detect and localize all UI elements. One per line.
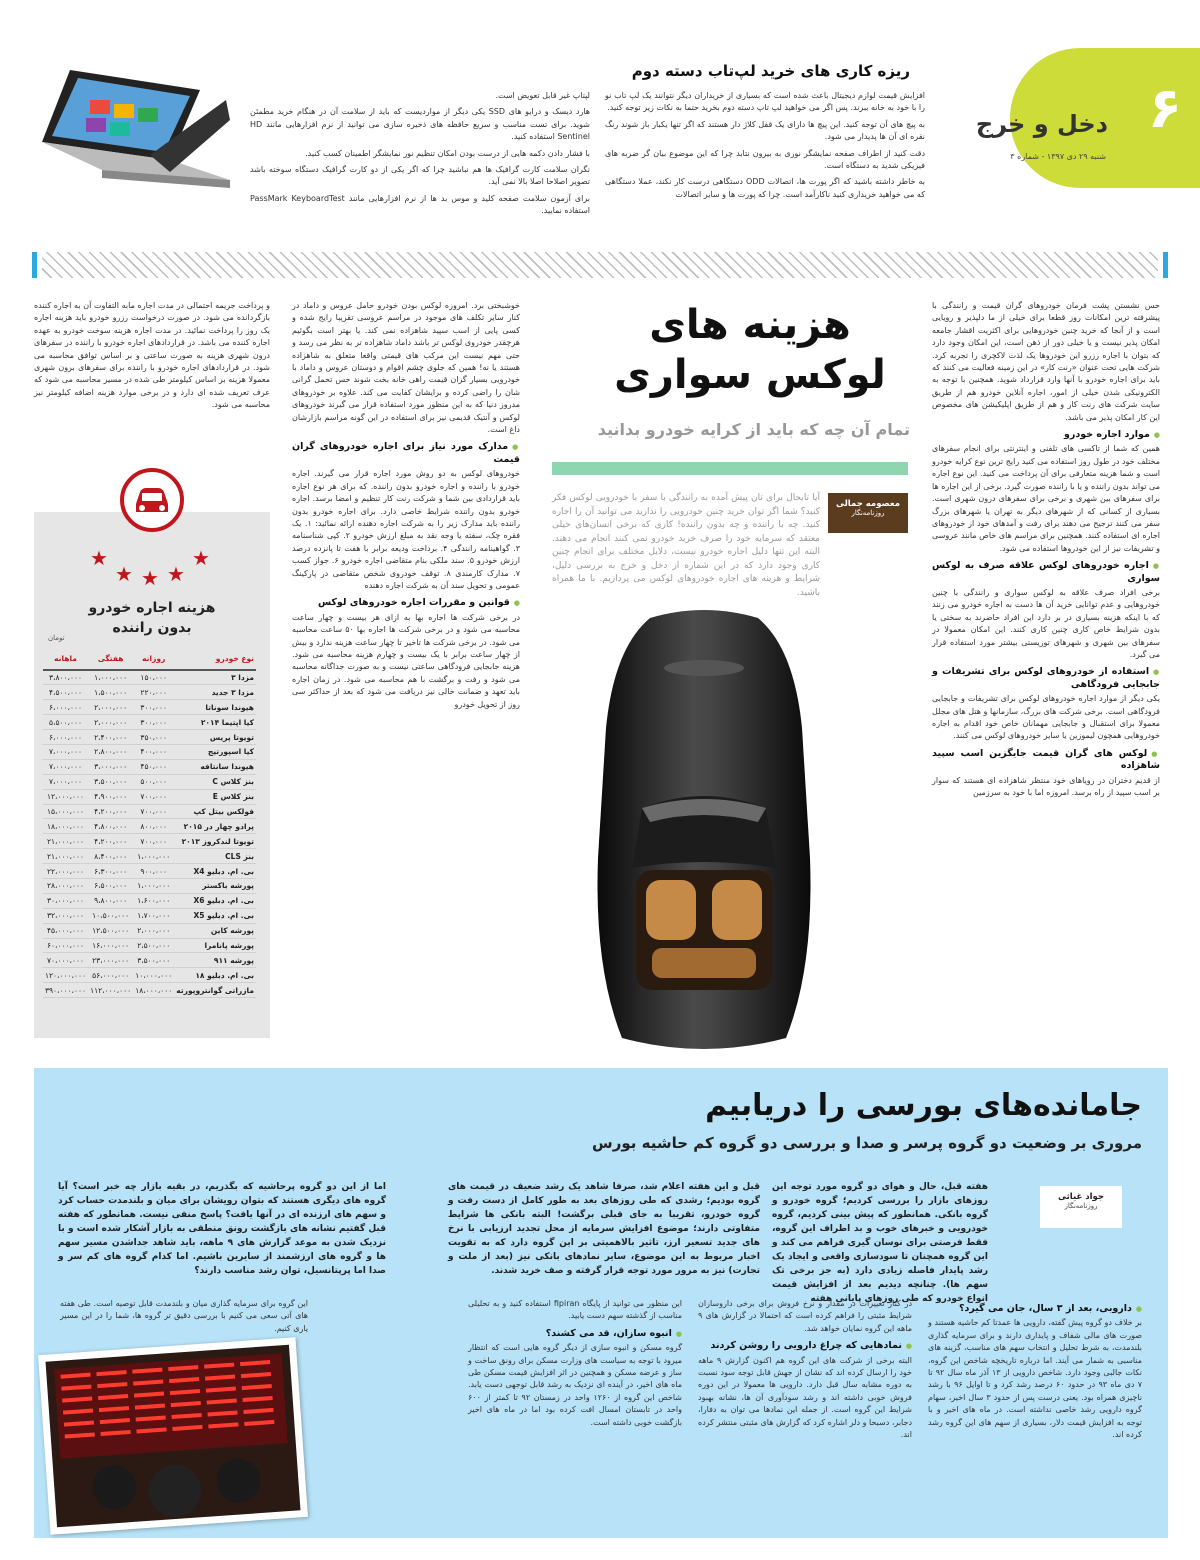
- cell-car-name: بی. ام. دبلیو X4: [174, 864, 256, 879]
- table-row: [43, 670, 256, 685]
- bourse-subtitle: مروری بر وضعیت دو گروه پرسر و صدا و بررسی دو گروه کم حاشیه بورس: [592, 1134, 1142, 1152]
- green-bar: [552, 462, 908, 475]
- star-rating: [90, 542, 214, 590]
- cell-price: ۳۲،۰۰۰،۰۰۰: [43, 908, 88, 923]
- laptop-image: [30, 60, 230, 230]
- author-box: [828, 493, 908, 533]
- cell-price: ۷۰۰،۰۰۰: [133, 834, 174, 849]
- cell-price: ۲،۴۰۰،۰۰۰: [88, 730, 133, 745]
- cell-price: ۲،۵۰۰،۰۰۰: [133, 938, 174, 953]
- cell-price: ۱۵،۰۰۰،۰۰۰: [43, 804, 88, 819]
- cell-car-name: کیا اسپورتیج: [174, 744, 256, 759]
- cell-price: ۱،۰۰۰،۰۰۰: [133, 878, 174, 893]
- paragraph: گروه مسکن و انبوه سازی از دیگر گروه هایی است که انتظار میرود با توجه به سیاست های وزارت مسکن برای رونق ساخت و ساز و عرضه مسکن و همچنین در اثر افزایش قیمت مسکن طی ماه های اخیر، در آینده ای نزدیک به رشد قابل توجهی دست یابد. شاخص این گروه از ۱۲۶۰ واحد در زمستان ۹۲ تا کمتر از ۶۰۰ واحد در تابستان امسال افت کرده بود اما در ماه های اخیر بازگشت خوبی داشته است.: [468, 1343, 683, 1427]
- laptop-title: ریزه کاری های خرید لپ‌تاب دسته دوم: [631, 62, 910, 80]
- cell-price: ۷،۰۰۰،۰۰۰: [43, 774, 88, 789]
- bourse-lead-3: اما از این دو گروه پرحاشیه که بگذریم، در بقیه بازار چه خبر است؟ آیا گروه های دیگری هستند که بتوان رویشان برای میان و بلندمدت حساب کرد و سهم های ارزنده ای در آنها یافت؟ پاسخ منفی نیست. همانطور که هفته قبل گفتیم نشانه های بازگشت رونق منطقی به بازار آشکار شده است و با نزدیک شدن به موعد گزارش های ۹ ماهه، باید شاهد جداشدن مسیر سهم ها و گروه های ارزشمند از سایرین باشیم. اما کدام گروه های کم سر و صدا اما پرپتانسیل، توان رشد مناسب دارند؟: [58, 1182, 386, 1276]
- cell-price: ۱،۰۰۰،۰۰۰: [133, 849, 174, 864]
- cell-price: ۲۱،۰۰۰،۰۰۰: [43, 849, 88, 864]
- cell-price: ۸،۴۰۰،۰۰۰: [88, 849, 133, 864]
- table-row: [43, 834, 256, 849]
- cell-car-name: پرادو چهار در ۲۰۱۵: [174, 819, 256, 834]
- feature-title-line: لوکس سواری: [614, 352, 886, 398]
- cell-car-name: کیا اپتیما ۲۰۱۴: [174, 715, 256, 730]
- paragraph: خوشبختی برد. امروزه لوکس بودن خودرو حامل عروس و داماد در کنار سایر تکلف های موجود در مراسم عروسی تقریبا رایج شده و کسی پایی از اسب سپید شاهزاده نمی کند. یا بهتر است بگوئیم هرچقدر خودروی لوکس تر باشد داماد شاهزاده تر به نظر می رسد و حتی مهم نیست این مرکب های قیمتی واقعا متعلق به شاهزاده هستند یا نه! همین که جلوی چشم اقوام و دوستان عروس و داماد با خودرویی بسیار گران قیمت راهی خانه بخت شوند حس تحمل گرانی شان را راضی کرده و برایشان کفایت می کند. علاوه بر خودروهای مدروز دنیا که به این منظور مورد استفاده قرار می گیرند خودروهای لوکس و آنتیک قدیمی نیز برای استفاده در این گونه مراسم بازارشان داغ است.: [292, 301, 520, 435]
- section-title: دخل و خرج: [975, 110, 1108, 138]
- feature-title-line: هزینه های: [649, 302, 851, 348]
- car-image: [580, 608, 828, 1056]
- subheading: ● نمادهایی که چراغ دارویی را روشن کردند: [698, 1340, 912, 1352]
- cell-price: ۳،۸۰۰،۰۰۰: [43, 670, 88, 685]
- bourse-lead-1: هفته قبل، حال و هوای دو گروه مورد توجه این روزهای بازار را بررسی کردیم؛ گروه خودرو و گروه بانکی. همانطور که پیش بینی کردیم، گروه خودرویی و خبرهای خوب و بد اطراف این گروه، فقط فرصتی برای نوسان گیری فراهم می کند و این گروه همچنان تا سودسازی واقعی و ایجاد یک رشد پایدار فاصله زیادی دارد (به جز برخی تک سهم ها). چنانچه دیدیم بعد از افزایش قیمت انواع خودرو که طی روزهای پایانی هفته: [772, 1182, 988, 1304]
- car-icon: [120, 468, 184, 532]
- feature-col-far: و پرداخت جریمه احتمالی در مدت اجاره مابه التفاوت آن به اجاره کننده بازگردانده می شود. در صورت درخواست رزرو خودرو باید هزینه اجاره یک روز را پرداخت نمائید. در مدت اجاره هزینه سوخت خودرو به عهده اجاره کننده می باشد. در قراردادهای اجاره خودرو با راننده در سفرهای درون شهری هزینه به صورت ساعتی و بر اساس توافق محاسبه می شود. در قراردادهای اجاره خودرو با راننده برای سفرهای برون شهری معمولا هزینه بر اساس کیلومتر طی شده در مسیر محاسبه می شود که عرف تعریف شده ای دارد و در برخی موارد هزینه اضافه کیلومتر نیز محاسبه می شود.: [34, 301, 270, 410]
- cell-price: ۶،۳۰۰،۰۰۰: [88, 864, 133, 879]
- table-row: [43, 804, 256, 819]
- subheading: ● موارد اجاره خودرو: [932, 429, 1160, 441]
- subheading: ● مدارک مورد نیاز برای اجاره خودروهای گران قیمت: [292, 441, 520, 466]
- cell-car-name: بنز کلاس E: [174, 789, 256, 804]
- laptop-para: افزایش قیمت لوازم دیجیتال باعث شده است که بسیاری از خریداران دیگر نتوانند یک لپ تاب نو را با خود به خانه ببرند. پس اگر می خواهید لپ تاپ دسته دوم بخرید حتما به نکات زیر توجه کنید.: [605, 91, 925, 113]
- star-icon: ★: [192, 546, 210, 570]
- rental-title-line: هزینه اجاره خودرو: [88, 600, 216, 616]
- cell-price: ۳۰۰،۰۰۰: [133, 715, 174, 730]
- cell-car-name: تویوتا لندکروز ۲۰۱۳: [174, 834, 256, 849]
- table-row: [43, 715, 256, 730]
- cell-price: ۳۵۰،۰۰۰: [133, 730, 174, 745]
- rental-table-wrap: [44, 648, 256, 998]
- table-row: [43, 849, 256, 864]
- cell-price: ۲،۸۰۰،۰۰۰: [88, 744, 133, 759]
- cell-price: ۵،۵۰۰،۰۰۰: [43, 715, 88, 730]
- laptop-col-left: [250, 90, 590, 215]
- feature-title: [600, 300, 900, 400]
- cell-price: ۵۶،۰۰۰،۰۰۰: [88, 968, 133, 983]
- table-row: [43, 864, 256, 879]
- table-row: [43, 938, 256, 953]
- bourse-lead-2: قبل و این هفته اعلام شد، صرفا شاهد یک رشد ضعیف در قیمت های گروه بودیم؛ رشدی که طی روزهای بعد به طور کامل از دست رفت و گروه خودرو، تقریبا به جای قبلی برگشت! البته بانکی ها شرایط متفاوتی دارند؛ موضوع افزایش سرمایه از محل تجدید ارزیابی با نرخ های جدید تسعیر ارز، تاثیر بالاهمیتی بر این گروه دارد که به تقویت اخبار مربوط به این موضوع، سایر نمادهای بانکی نیز (بعد از ملت و تجارت) نیز به مرور مورد توجه قرار گرفته و صف خرید شدند.: [448, 1182, 760, 1276]
- table-row: [43, 908, 256, 923]
- paragraph: یکی دیگر از موارد اجاره خودروهای لوکس برای تشریفات و جابجایی فرودگاهی است. برخی شرکت های بزرگ، سازمانها و هتل های مجلل معمولا برای استقبال و جابجایی مهمانان خاص خود اقدام به اجاره خودروهایی همچون لیموزین یا سایر خودروهای لوکس می کنند.: [932, 694, 1160, 741]
- table-row: [43, 878, 256, 893]
- rental-table-body: [43, 670, 256, 998]
- paragraph: البته برخی از شرکت های این گروه هم اکنون گزارش ۹ ماهه خود را ارسال کرده اند که نشان از جهش قابل توجه سود نسبت به دوره مشابه سال قبل دارد. دارویی ها معمولا در این دوره فروش خوبی داشته اند و رشد سودآوری آن ها، نشانه بهبود شرایط این گروه است. از جمله این نمادها می توان به دفارا، دجابر، دسبحا و دلر اشاره کرد که گزارش های مثبتی منتشر کرده اند.: [698, 1355, 912, 1440]
- table-row: [43, 953, 256, 968]
- cell-price: ۳،۵۰۰،۰۰۰: [88, 774, 133, 789]
- cell-price: ۲۸،۰۰۰،۰۰۰: [43, 878, 88, 893]
- laptop-para: به خاطر داشته باشید که اگر پورت ها، اتصالات ODD دستگاهی درست کار نکند، عملا دستگاهی که می خواهید خریداری کنید ناکارآمد است. چرا که پورت ها و سایر اتصالات: [605, 177, 925, 199]
- cell-price: ۱۰،۰۰۰،۰۰۰: [133, 968, 174, 983]
- cell-car-name: بنز CLS: [174, 849, 256, 864]
- paragraph: حس نشستن پشت فرمان خودروهای گران قیمت و رانندگی با پیشرفته ترین امکانات روز قطعا برای خیلی از ما دلپذیر و رویایی است و از آنجا که خرید چنین خودروهایی برای اکثریت اقشار جامعه امکان پذیر نیست و یا خیلی دور از ذهن است، این امکان وجود دارد که بتوان با اجاره رزرو این خودروها یک لذت لاکچری را تجربه کرد. شرکت هایی تحت عنوان «رنت کار» در این زمینه فعالیت می کنند که باید برای اجاره خودرو با آنها وارد قرارداد شوید. همچنین با توجه به الکترونیکی شدن خیلی از امور، اجاره آنلاین خودرو هم از طریق سایت شرکت های رنت کار و هم از طریق اپلیکیشن های مخصوص این کار امکان پذیر می باشد.: [932, 301, 1160, 422]
- cell-car-name: مزدا ۳: [174, 670, 256, 685]
- table-row: [43, 700, 256, 715]
- laptop-col-right: [605, 90, 925, 215]
- bourse-col-4: این گروه برای سرمایه گذاری میان و بلندمدت قابل توصیه است. طی هفته های آتی سعی می کنیم با بررسی دقیق تر گروه ها، شما را در این مسیر یاری کنیم.: [60, 1299, 308, 1333]
- header-weekly: هفتگی: [88, 648, 133, 670]
- cell-price: ۳۰،۰۰۰،۰۰۰: [43, 893, 88, 908]
- paragraph: در برخی شرکت ها اجاره بها به ازای هر بیست و چهار ساعت محاسبه می شود و در برخی شرکت ها اجاره بها ۵۰ ساعت محاسبه می شود. در برخی شرکت ها تاخیر تا چهار ساعت هزینه ندارد و بیش از چهار ساعت برابر با یک بیست و چهارم هزینه محاسبه می شود. هزینه جابجایی فرودگاهی ساعتی نیست و به صورت جداگانه محاسبه می شود و رفت و برگشت با هم محاسبه می شود. در زمان اجاره باید تعهد و ضمانت خالی نیز دریافت می شود که بعد از حداکثر سی روز از تحویل خودرو: [292, 612, 520, 709]
- cell-price: ۴،۹۰۰،۰۰۰: [88, 789, 133, 804]
- subheading: ● لوکس های گران قیمت جایگزین اسب سپید شاهزاده: [932, 748, 1160, 773]
- cell-price: ۱۵۰،۰۰۰: [133, 670, 174, 685]
- cell-car-name: فولکس بیتل کپ: [174, 804, 256, 819]
- cell-car-name: بنز کلاس C: [174, 774, 256, 789]
- cell-car-name: پورشه پانامرا: [174, 938, 256, 953]
- bourse-title: جامانده‌های بورسی را دریابیم: [705, 1088, 1142, 1123]
- table-row: [43, 759, 256, 774]
- cell-price: ۳۹۰،۰۰۰،۰۰۰: [43, 983, 88, 998]
- cell-price: ۱۰،۵۰۰،۰۰۰: [88, 908, 133, 923]
- cell-price: ۶،۰۰۰،۰۰۰: [43, 730, 88, 745]
- subheading: ● داروبی، بعد از ۳ سال، جان می گیرد؟: [928, 1303, 1142, 1315]
- bourse-col-3: [468, 1298, 682, 1526]
- divider-accent-right: [1163, 252, 1168, 278]
- header-car: نوع خودرو: [174, 648, 256, 670]
- cell-car-name: هیوندا سانتافه: [174, 759, 256, 774]
- table-header-row: [43, 648, 256, 670]
- laptop-para: با فشار دادن دکمه هایی از درست بودن امکان تنظیم نور نمایشگر اطمینان کسب کنید.: [305, 148, 590, 158]
- subheading: ● قوانین و مقررات اجاره خودروهای لوکس: [292, 597, 520, 609]
- cell-price: ۴۰۰،۰۰۰: [133, 744, 174, 759]
- laptop-para: هارد دیسک و درایو های SSD یکی دیگر از مواردیست که باید از سلامت آن در هنگام خرید مطمئن شوید. برای تست مناسب و سریع حافظه های ذخیره سازی می توانید از نرم افزارهایی مانند HD Sentinel استفاده کنید.: [250, 107, 591, 142]
- cell-price: ۴۵،۰۰۰،۰۰۰: [43, 923, 88, 938]
- table-row: [43, 789, 256, 804]
- cell-price: ۷،۰۰۰،۰۰۰: [43, 744, 88, 759]
- table-row: [43, 744, 256, 759]
- cell-price: ۴۵۰،۰۰۰: [133, 759, 174, 774]
- table-row: [43, 968, 256, 983]
- table-row: [43, 923, 256, 938]
- cell-price: ۱۸،۰۰۰،۰۰۰: [43, 819, 88, 834]
- cell-car-name: مازراتی گوانتروپورته: [174, 983, 256, 998]
- table-row: [43, 893, 256, 908]
- bourse-col-1: [928, 1298, 1142, 1526]
- table-row: [43, 730, 256, 745]
- author-name: معصومه جمالی: [836, 499, 900, 509]
- cell-price: ۲۲،۰۰۰،۰۰۰: [43, 864, 88, 879]
- star-icon: ★: [167, 562, 185, 586]
- cell-price: ۲۱،۰۰۰،۰۰۰: [43, 834, 88, 849]
- table-row: [43, 983, 256, 998]
- cell-price: ۴،۲۰۰،۰۰۰: [88, 834, 133, 849]
- cell-car-name: تویوتا پریس: [174, 730, 256, 745]
- cell-price: ۲۳،۰۰۰،۰۰۰: [88, 953, 133, 968]
- cell-price: ۸۰۰،۰۰۰: [133, 819, 174, 834]
- cell-price: ۹،۸۰۰،۰۰۰: [88, 893, 133, 908]
- cell-price: ۳۰۰،۰۰۰: [133, 700, 174, 715]
- cell-car-name: بی. ام. دبلیو ۱۸: [174, 968, 256, 983]
- cell-car-name: مزدا ۳ جدید: [174, 685, 256, 700]
- laptop-para: لپتاپ غیر قابل تعویض است.: [495, 91, 590, 100]
- cell-price: ۳،۰۰۰،۰۰۰: [88, 759, 133, 774]
- cell-price: ۹۰۰،۰۰۰: [133, 864, 174, 879]
- stock-exchange-photo: [38, 1337, 308, 1535]
- table-row: [43, 819, 256, 834]
- cell-car-name: پورشه باکستر: [174, 878, 256, 893]
- subheading: ● استفاده از خودروهای لوکس برای تشریفات و جابجایی فرودگاهی: [932, 666, 1160, 691]
- cell-price: ۲۲۰،۰۰۰: [133, 685, 174, 700]
- cell-price: ۴،۵۰۰،۰۰۰: [43, 685, 88, 700]
- author-role: روزنامه‌نگار: [1064, 1202, 1098, 1210]
- cell-car-name: پورشه کاین: [174, 923, 256, 938]
- cell-price: ۱،۶۰۰،۰۰۰: [133, 893, 174, 908]
- cell-price: ۱۲۰،۰۰۰،۰۰۰: [43, 968, 88, 983]
- cell-price: ۴،۸۰۰،۰۰۰: [88, 819, 133, 834]
- cell-price: ۶،۰۰۰،۰۰۰: [43, 700, 88, 715]
- table-row: [43, 685, 256, 700]
- cell-price: ۱۲،۵۰۰،۰۰۰: [88, 923, 133, 938]
- paragraph: خودروهای لوکس به دو روش مورد اجاره قرار می گیرند. اجاره خودرو با راننده و اجاره خودرو بدون راننده. که برای هر نوع اجاره باید قراردادی بین شما و شرکت رنت کار تنظیم و امضا برسد. اجاره خودرو بدون راننده شرایط خاصی دارد. برای اجاره خودرو بدون راننده باید مدارک زیر را به شرکت اجاره دهنده ارائه نمائید: ۱. یک فقره چک، سفته یا وجه نقد به مبلغ ارزش خودرو ۲. کپی شناسنامه ۳. گواهینامه رانندگی ۴. برداخت ودیعه برابر با هفت تا پانزده درصد ارزش خودرو ۵. سند ملکی بنام متقاضی اجاره خودرو ۶. جواز کسب ۷. مدارک کارمندی ۸. توقف خودروی شخص متقاضی در پارکینگ عمومی و تحویل سند آن به شرکت اجاره دهنده: [292, 469, 521, 590]
- section-header: [975, 48, 1200, 188]
- cell-price: ۱۸،۰۰۰،۰۰۰: [133, 983, 174, 998]
- subheading: ● اجاره خودروهای لوکس علاقه صرف به لوکس سواری: [932, 560, 1160, 585]
- paragraph: از قدیم دختران در رویاهای خود منتظر شاهزاده ای هستند که سوار بر اسب سپید از راه برسد. امروزه اما با خود به سرزمین: [932, 775, 1160, 798]
- rental-box: [34, 512, 270, 1038]
- cell-car-name: بی. ام. دبلیو X5: [174, 908, 256, 923]
- rental-title: [34, 598, 270, 638]
- page-number: ۶: [1147, 76, 1182, 141]
- paragraph: بر خلاف دو گروه پیش گفته، دارویی ها عمدتا کم حاشیه هستند و صورت های مالی شفاف و پایداری دارند و برای سرمایه گذاری بلندمدت، به شرط تحلیل و انتخاب سهم های مناسب، گزینه های مناسبی به شمار می آیند. اما درباره تاریخچه شاخص این گروه، نکات جالبی وجود دارد. شاخص دارویی از ۱۳ آذر ماه سال ۹۲ تا ۷ دی ماه ۹۳ در حدود ۶۰ درصد رشد کرد و تا اوایل ۹۶ با رشد ناچیزی همراه بود. یعنی درست پس از حدود ۳ سال اخیر، سهام گروه دارویی رشد خاصی نداشته است. در ماه های اخیر و با توجه به افزایش قیمت دلار، بسیاری از سهم های این گروه رشد کرده اند.: [928, 1318, 1143, 1440]
- cell-price: ۴،۲۰۰،۰۰۰: [88, 804, 133, 819]
- hatch-divider: [42, 252, 1158, 278]
- laptop-para: نگران سلامت کارت گرافیک ها هم نباشید چرا که اگر یکی از دو کارت گرافیک دستگاه سوخته باشد تصویر اصلاحا اصلا بالا نمی آید.: [250, 165, 590, 187]
- bourse-col-2: [698, 1298, 912, 1526]
- subheading: ● انبوه سازان، قد می کشند؟: [468, 1328, 682, 1340]
- cell-price: ۲،۰۰۰،۰۰۰: [88, 715, 133, 730]
- cell-price: ۶۰،۰۰۰،۰۰۰: [43, 938, 88, 953]
- cell-price: ۱۶،۰۰۰،۰۰۰: [88, 938, 133, 953]
- divider-accent-left: [32, 252, 37, 278]
- cell-price: ۷۰۰،۰۰۰: [133, 789, 174, 804]
- cell-price: ۷۰۰،۰۰۰: [133, 804, 174, 819]
- author-name: جواد غیاثی: [1058, 1192, 1104, 1202]
- laptop-para: دقت کنید از اطراف صفحه نمایشگر نوری به بیرون نتابد چرا که این موضوع بیان گر ضربه های فیزیکی شدید به دستگاه است.: [605, 148, 925, 171]
- cell-price: ۳،۵۰۰،۰۰۰: [133, 953, 174, 968]
- paragraph: برخی افراد صرف علاقه به لوکس سواری و رانندگی با چنین خودروهایی و عدم توانایی خرید آن ها دست به اجاره خودرو می زنند که با اینکه هزینه بسیاری در بر دارد این افراد حاضرند به سختی یا بدون شرایط خاص کاری چنین کاری کنند. این امکان معمولا در سفرهای بین شهری و شهرهای توریستی بیشتر مورد استفاده قرار می گیرد.: [932, 587, 1160, 659]
- cell-price: ۵۰۰،۰۰۰: [133, 774, 174, 789]
- star-icon: ★: [141, 566, 159, 590]
- feature-col-middle: [292, 300, 520, 1042]
- feature-col-right: [932, 300, 1160, 1042]
- star-icon: ★: [90, 546, 108, 570]
- laptop-para: برای آزمون سلامت صفحه کلید و موس بد ها از نرم افزارهایی مانند PassMark KeyboardTest استفاده نمایید.: [250, 193, 590, 216]
- cell-price: ۷۰،۰۰۰،۰۰۰: [43, 953, 88, 968]
- cell-price: ۱،۰۰۰،۰۰۰: [88, 670, 133, 685]
- star-icon: ★: [115, 562, 133, 586]
- cell-car-name: هیوندا سوناتا: [174, 700, 256, 715]
- cell-price: ۶،۵۰۰،۰۰۰: [88, 878, 133, 893]
- stock-board-image: [46, 1345, 301, 1528]
- cell-price: ۱،۵۰۰،۰۰۰: [88, 685, 133, 700]
- rental-title-line: بدون راننده: [112, 620, 192, 636]
- cell-price: ۱۱۲،۰۰۰،۰۰۰: [88, 983, 133, 998]
- paragraph: همین که شما از تاکسی های تلفنی و اینترنتی برای انجام سفرهای مختلف خود در طول روز استفاده می کنید رایج ترین نوع کرایه خودرو است و شما هزینه متعارفی برای آن پرداخت می کنید. این نوع اجاره می تواند بدون راننده و یا با راننده صورت گیرد. برخی از این اجاره ها برای سفرهای بین شهری و برخی برای سفرهای درون شهری است. بسیاری از کسانی که از شهرهای دیگر به تهران یا شهرهای بزرگ سفر می کنند ترجیح می دهند برای رفت و آمدهای خود از خودروهای اجاره ای استفاده کنند. همچنین برای مراسم های خاص مانند عروسی و تشریفات نیز از این خودروها استفاده می شود.: [932, 444, 1160, 553]
- feature-lead: آیا تابحال برای تان پیش آمده به رانندگی با سفر با خودرویی لوکس فکر کنید؟ شما اگر توان خرید چنین خودرویی را ندارید می توانید آن را اجاره کنید. چه با راننده و چه بدون راننده! کاری که برخی انسان‌های خیلی معتقد که سرمایه خود را صرف خرید خودرو نمی کنند انجام می دهند. البته این تنها دلیل اجاره خودرو نیست، دلایل مختلف برای انجام چنین کاری وجود دارد که در این شماره از دخل و خرج به بررسی دلیل، شرایط و هزینه های اجاره خودروهای لوکس می پردازیم. با ما همراه باشید.: [552, 493, 820, 598]
- cell-price: ۱،۷۰۰،۰۰۰: [133, 908, 174, 923]
- paragraph: این منظور می توانید از پایگاه fipiran استفاده کنید و به تحلیلی مناسب از گذشته سهم دست یابید.: [468, 1299, 683, 1321]
- laptop-para: به پیچ های آن توجه کنید. این پیچ ها دارای یک قفل کلاژ دار هستند که اگر تنها یکبار باز شوند رنگ نقره ای آن ها پدیدار می شود.: [605, 119, 925, 142]
- cell-price: ۲،۰۰۰،۰۰۰: [133, 923, 174, 938]
- cell-car-name: بی. ام. دبلیو X6: [174, 893, 256, 908]
- issue-date: شنبه ۲۹ دی ۱۳۹۷ - شماره ۳: [1010, 152, 1106, 161]
- rental-unit: تومان: [48, 634, 65, 642]
- bourse-author-box: [1040, 1186, 1122, 1228]
- cell-car-name: پورشه ۹۱۱: [174, 953, 256, 968]
- table-row: [43, 774, 256, 789]
- cell-price: ۱۲،۰۰۰،۰۰۰: [43, 789, 88, 804]
- feature-subtitle: تمام آن چه که باید از کرایه خودرو بدانید: [597, 420, 910, 439]
- rental-table: [43, 648, 256, 998]
- cell-price: ۲،۰۰۰،۰۰۰: [88, 700, 133, 715]
- header-daily: روزانه: [133, 648, 174, 670]
- author-role: روزنامه‌نگار: [851, 509, 885, 517]
- header-monthly: ماهانه: [43, 648, 88, 670]
- cell-price: ۷،۰۰۰،۰۰۰: [43, 759, 88, 774]
- paragraph: در کنار تغییرات در مقدار و نرخ فروش برای برخی داروسازان شرایط مثبتی را فراهم کرده است که احتمالا در گزارش های ۹ ماهه این گروه نمایان خواهد شد.: [698, 1299, 912, 1333]
